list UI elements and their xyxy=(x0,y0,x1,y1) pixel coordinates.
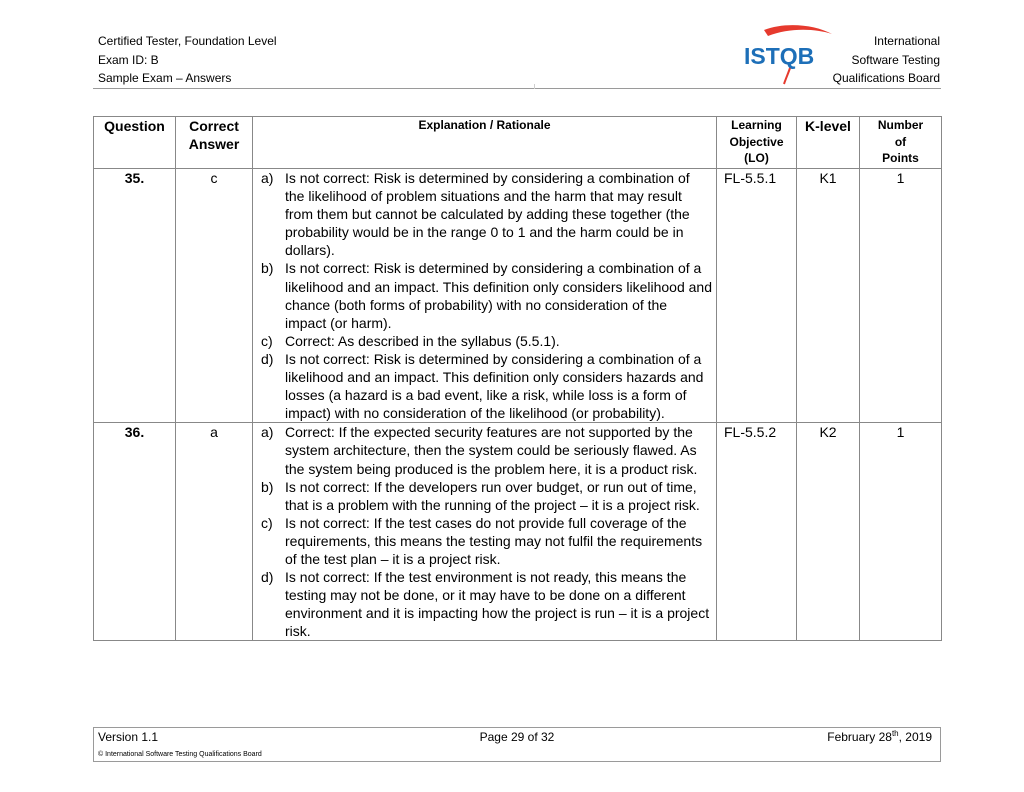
option-item: b) Is not correct: If the developers run over budget, or run out of time, that is a problem with the running of the project – it is a project risk. xyxy=(261,478,700,513)
footer-date: February 28th, 2019 xyxy=(827,729,932,744)
learning-objective: FL-5.5.2 xyxy=(717,423,797,641)
k-level: K1 xyxy=(797,169,860,423)
table-header-row xyxy=(94,117,942,169)
page-footer xyxy=(93,727,941,762)
option-item: c) Correct: As described in the syllabus (5.5.1). xyxy=(261,332,560,349)
footer-page-number: Page 29 of 32 xyxy=(479,730,555,744)
table-row xyxy=(94,423,942,641)
col-header-k-level: K-level xyxy=(797,117,860,169)
option-item: c) Is not correct: If the test cases do not provide full coverage of the requirements, this means the testing may not fulfil the requirements of the test plan – it is a project risk. xyxy=(261,514,703,567)
header-course: Certified Tester, Foundation Level xyxy=(98,34,277,48)
header-org-line2: Software Testing xyxy=(851,52,940,67)
header-divider xyxy=(93,88,941,89)
option-item: a) Is not correct: Risk is determined by considering a combination of the likelihood of problem situations and the harm that may result from them but cannot be calculated by adding these together (the probability would be in the range 0 to 1 and the harm could be in dollars). xyxy=(261,170,690,259)
header-org-line3: Qualifications Board xyxy=(832,71,940,85)
col-header-points: Number of Points xyxy=(860,117,942,169)
option-item: a) Correct: If the expected security features are not supported by the system architecture, then the system could be seriously flawed. As the system being produced is the problem here, it is a product risk. xyxy=(261,424,698,477)
header-right xyxy=(833,32,940,88)
col-header-learning-objective: Learning Objective (LO) xyxy=(717,117,797,169)
points: 1 xyxy=(860,169,942,423)
header-org-line1: International xyxy=(873,34,940,48)
footer-copyright: © International Software Testing Qualifications Board xyxy=(98,751,262,758)
option-item: d) Is not correct: Risk is determined by considering a combination of a likelihood and an impact. This definition only considers hazards and losses (a hazard is a bad event, like a risk, while loss is a form of impact) with no consideration of the likelihood (or probability). xyxy=(261,350,704,422)
footer-version: Version 1.1 xyxy=(98,730,159,744)
question-number: 36. xyxy=(94,423,176,641)
col-header-explanation: Explanation / Rationale xyxy=(253,117,717,169)
table-row xyxy=(94,169,942,423)
header-doc-type: Sample Exam – Answers xyxy=(98,71,232,85)
svg-text:ISTQB: ISTQB xyxy=(744,43,815,69)
option-item: b) Is not correct: Risk is determined by considering a combination of a likelihood and an impact. This definition only considers likelihood and chance (both forms of probability) with no consideration of the impact (or harm). xyxy=(261,260,712,331)
header-exam-id: Exam ID: B xyxy=(98,52,159,67)
k-level: K2 xyxy=(797,423,860,641)
explanation-cell xyxy=(253,423,717,641)
learning-objective: FL-5.5.1 xyxy=(717,169,797,423)
col-header-correct-answer: Correct Answer xyxy=(176,117,253,169)
correct-answer: c xyxy=(176,169,253,423)
header-tick xyxy=(534,84,535,89)
answers-table xyxy=(93,116,942,641)
istqb-logo xyxy=(744,24,834,86)
explanation-cell xyxy=(253,169,717,423)
correct-answer: a xyxy=(176,423,253,641)
question-number: 35. xyxy=(94,169,176,423)
col-header-question: Question xyxy=(94,117,176,169)
option-item: d) Is not correct: If the test environment is not ready, this means the testing may not be done, or it may have to be done on a different environment and it is impacting how the project is run – it is a project risk. xyxy=(261,569,710,640)
points: 1 xyxy=(860,423,942,641)
header-left xyxy=(98,32,277,88)
